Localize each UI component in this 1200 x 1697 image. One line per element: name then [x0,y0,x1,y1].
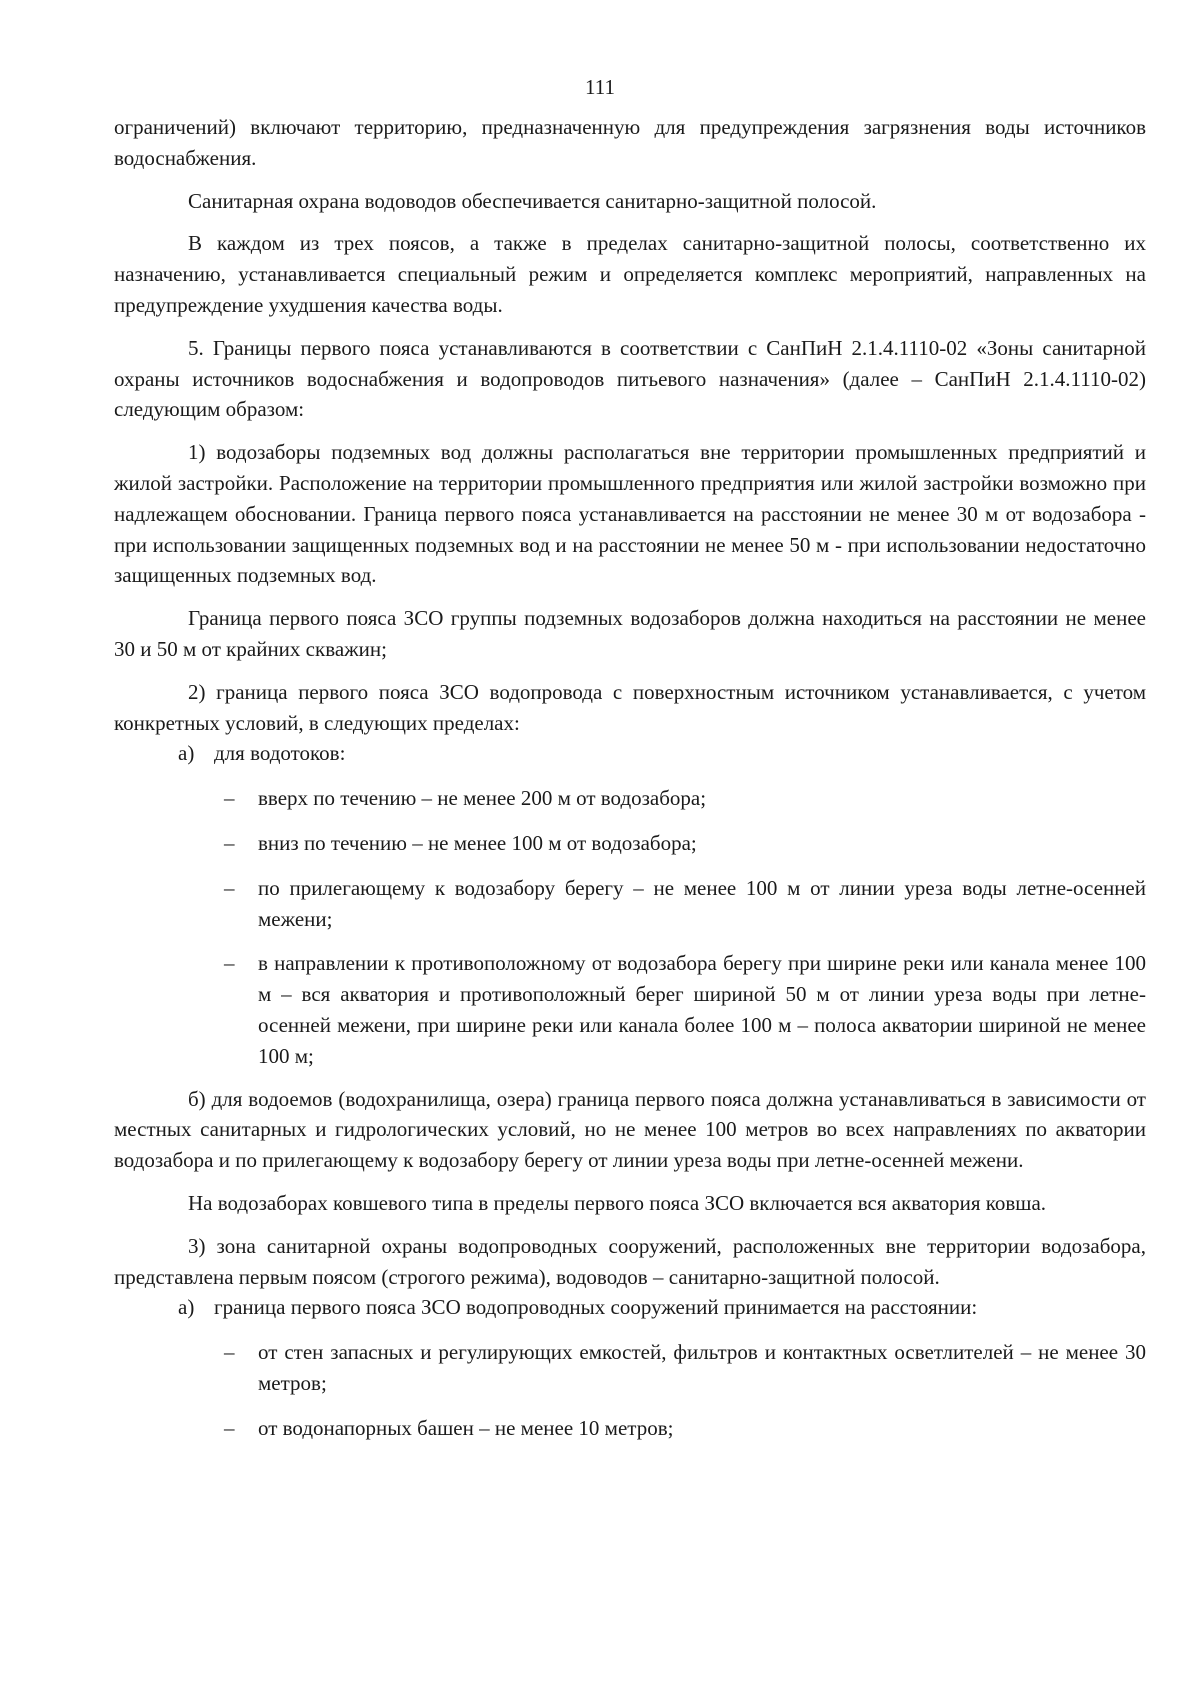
paragraph-water-conduits: Санитарная охрана водоводов обеспечивается санитарно-защитной полосой. [188,188,877,213]
dash-item-tank-walls [114,1337,1146,1399]
paragraph-item-b-reservoirs: б) для водоемов (водохранилища, озера) граница первого пояса должна устанавливаться в зависимости от местных санитарных и гидрологических условий, но не менее 100 метров во всех направлениях по акватории водозабора и по прилегающему к водозабору берегу от линии уреза воды при летне-осенней межени. [114,1086,1146,1173]
paragraph-group-boundary: Граница первого пояса ЗСО группы подземных водозаборов должна находиться на расстоянии не менее 30 и 50 м от крайних скважин; [114,606,1146,661]
page-content [114,112,1146,1443]
paragraph-item-5: 5. Границы первого пояса устанавливаются в соответствии с СанПиН 2.1.4.1110-02 «Зоны санитарной охраны источников водоснабжения и водопроводов питьевого назначения» (далее – СанПиН 2.1.4.1110-02) следующим образом: [114,335,1146,422]
dash-item-upstream [114,783,1146,814]
paragraph-item-3: 3) зона санитарной охраны водопроводных сооружений, расположенных вне территории водозабора, представлена первым поясом (строгого режима), водоводов – санитарно-защитной полосой. [114,1233,1146,1289]
dash-text: от водонапорных башен – не менее 10 метров; [258,1415,674,1440]
subitem-marker: а) [178,741,195,766]
dash-marker: – [224,830,235,855]
dash-marker: – [224,1340,235,1365]
subitem-text: граница первого пояса ЗСО водопроводных сооружений принимается на расстоянии: [214,1295,978,1320]
dash-marker: – [224,786,235,811]
dash-item-water-towers [114,1413,1146,1444]
dash-text: вниз по течению – не менее 100 м от водозабора; [258,830,697,855]
dash-marker: – [224,1415,235,1440]
subitem-marker: а) [178,1295,195,1320]
dash-item-adjacent-bank [114,873,1146,935]
paragraph-continuation: ограничений) включают территорию, предназначенную для предупреждения загрязнения воды источников водоснабжения. [114,115,1146,170]
page-number: 111 [585,75,615,99]
subitem-a-watercourses [114,738,1146,769]
dash-text: вверх по течению – не менее 200 м от водозабора; [258,786,707,811]
dash-item-opposite-bank [114,948,1146,1071]
paragraph-item-2: 2) граница первого пояса ЗСО водопровода с поверхностным источником устанавливается, с учетом конкретных условий, в следующих пределах: [114,679,1146,735]
paragraph-item-1: 1) водозаборы подземных вод должны располагаться вне территории промышленных предприятий и жилой застройки. Расположение на территории промышленного предприятия или жилой застройки возможно при надлежащем обосновании. Граница первого пояса устанавливается на расстоянии не менее 30 м от водозабора - при использовании защищенных подземных вод и на расстоянии не менее 50 м - при использовании недостаточно защищенных подземных вод. [114,440,1146,588]
dash-item-downstream [114,828,1146,859]
subitem-a-structures [114,1292,1146,1323]
paragraph-three-belts: В каждом из трех поясов, а также в пределах санитарно-защитной полосы, соответственно их назначению, устанавливается специальный режим и определяется комплекс мероприятий, направленных на предупреждение ухудшения качества воды. [114,231,1146,317]
dash-text: по прилегающему к водозабору берегу – не менее 100 м от линии уреза воды летне-осенней межени; [258,875,1146,931]
dash-marker: – [224,875,235,900]
dash-text: от стен запасных и регулирующих емкостей, фильтров и контактных осветлителей – не менее 30 метров; [258,1340,1146,1395]
paragraph-bucket-intakes: На водозаборах ковшевого типа в пределы первого пояса ЗСО включается вся акватория ковша. [188,1190,1047,1215]
dash-marker: – [224,951,235,976]
dash-text: в направлении к противоположному от водозабора берегу при ширине реки или канала менее 100 м – вся акватория и противоположный берег шириной 50 м от линии уреза воды при летне-осенней межени, при ширине реки или канала более 100 м – полоса акватории шириной не менее 100 м; [258,951,1146,1068]
subitem-text: для водотоков: [214,741,346,766]
